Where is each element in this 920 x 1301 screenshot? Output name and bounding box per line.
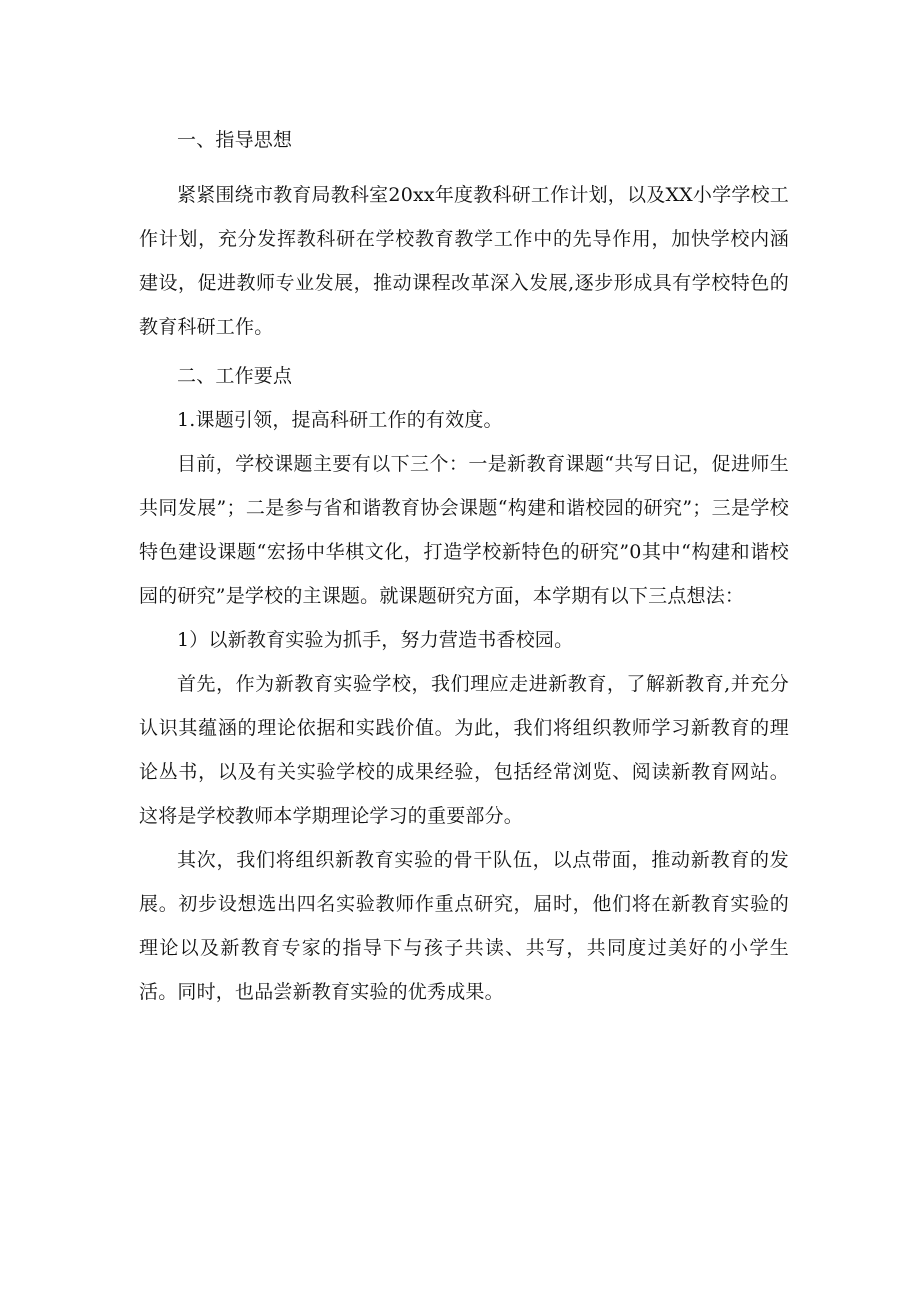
paragraph-first: 首先，作为新教育实验学校，我们理应走进新教育，了解新教育,并充分认识其蕴涵的理论依据和实践价值。为此，我们将组织教师学习新教育的理论丛书，以及有关实验学校的成果经验，包括经常浏览、阅读新教育网站。这将是学校教师本学期理论学习的重要部分。 [139,673,789,827]
document-body [139,118,789,1014]
section-heading-guiding-ideology: 一、指导思想 [177,129,293,151]
item-heading-new-education: 1）以新教育实验为抓手，努力营造书香校园。 [177,629,574,651]
section-heading-work-points: 二、工作要点 [177,365,293,387]
paragraph-current-topics: 目前，学校课题主要有以下三个：一是新教育课题“共写日记，促进师生共同发展”；二是参与省和谐教育协会课题“构建和谐校园的研究”；三是学校特色建设课题“宏扬中华棋文化，打造学校新特色的研究”0其中“构建和谐校园的研究”是学校的主课题。就课题研究方面，本学期有以下三点想法： [139,453,789,607]
subheading-topic-guidance: 1.课题引领，提高科研工作的有效度。 [177,409,503,431]
paragraph-second: 其次，我们将组织新教育实验的骨干队伍，以点带面，推动新教育的发展。初步设想选出四名实验教师作重点研究，届时，他们将在新教育实验的理论以及新教育专家的指导下与孩子共读、共写，共同度过美好的小学生活。同时，也品尝新教育实验的优秀成果。 [139,849,789,1003]
paragraph-guiding-ideology: 紧紧围绕市教育局教科室20xx年度教科研工作计划，以及XX小学学校工作计划，充分发挥教科研在学校教育教学工作中的先导作用，加快学校内涵建设，促进教师专业发展，推动课程改革深入发展,逐步形成具有学校特色的教育科研工作。 [139,184,789,338]
